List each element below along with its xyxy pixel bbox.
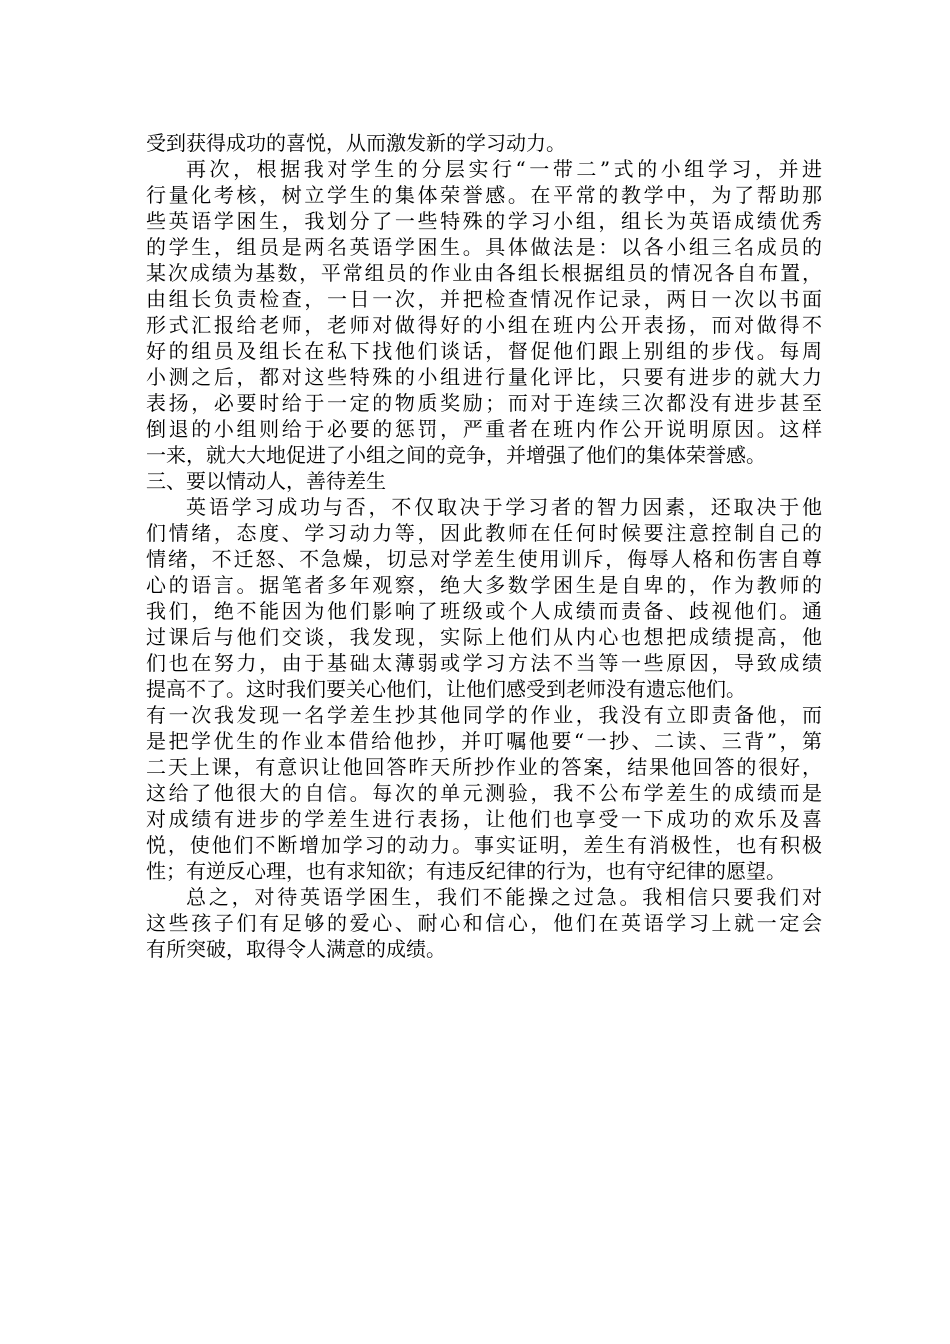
text-line: 心的语言。据笔者多年观察，绝大多数学困生是自卑的，作为教师的 (146, 573, 822, 597)
text-line: 行量化考核，树立学生的集体荣誉感。在平常的教学中，为了帮助那 (146, 183, 822, 207)
text-line: 这些孩子们有足够的爱心、耐心和信心，他们在英语学习上就一定会 (146, 911, 822, 935)
text-line: 一来，就大大地促进了小组之间的竞争，并增强了他们的集体荣誉感。 (146, 443, 766, 467)
text-line: 们情绪，态度、学习动力等，因此教师在任何时候要注意控制自己的 (146, 521, 822, 545)
text-line: 英语学习成功与否，不仅取决于学习者的智力因素，还取决于他 (186, 495, 822, 519)
text-line: 性；有逆反心理，也有求知欲；有违反纪律的行为，也有守纪律的愿望。 (146, 859, 786, 883)
text-line: 形式汇报给老师，老师对做得好的小组在班内公开表扬，而对做得不 (146, 313, 822, 337)
text-line: 提高不了。这时我们要关心他们，让他们感受到老师没有遗忘他们。 (146, 677, 746, 701)
text-line: 我们，绝不能因为他们影响了班级或个人成绩而责备、歧视他们。通 (146, 599, 822, 623)
text-line: 些英语学困生，我划分了一些特殊的学习小组，组长为英语成绩优秀 (146, 209, 822, 233)
text-line: 某次成绩为基数，平常组员的作业由各组长根据组员的情况各自布置， (146, 261, 822, 285)
text-line: 这给了他很大的自信。每次的单元测验，我不公布学差生的成绩而是 (146, 781, 822, 805)
text-line: 由组长负责检查，一日一次，并把检查情况作记录，两日一次以书面 (146, 287, 822, 311)
text-line: 总之，对待英语学困生，我们不能操之过急。我相信只要我们对 (186, 885, 822, 909)
document-body (146, 130, 822, 962)
text-line: 有所突破，取得令人满意的成绩。 (146, 937, 446, 961)
text-line: 情绪，不迁怒、不急燥，切忌对学差生使用训斥，侮辱人格和伤害自尊 (146, 547, 822, 571)
text-line: 表扬，必要时给于一定的物质奖励；而对于连续三次都没有进步甚至 (146, 391, 822, 415)
text-line: 过课后与他们交谈，我发现，实际上他们从内心也想把成绩提高，他 (146, 625, 822, 649)
text-line: 的学生，组员是两名英语学困生。具体做法是：以各小组三名成员的 (146, 235, 822, 259)
text-line: 是把学优生的作业本借给他抄，并叮嘱他要“一抄、二读、三背”，第 (146, 729, 822, 753)
text-line: 再次，根据我对学生的分层实行“一带二”式的小组学习，并进 (186, 157, 822, 181)
text-line: 好的组员及组长在私下找他们谈话，督促他们跟上别组的步伐。每周 (146, 339, 822, 363)
text-line: 受到获得成功的喜悦，从而激发新的学习动力。 (146, 131, 566, 155)
text-line: 三、要以情动人，善待差生 (146, 469, 386, 493)
text-line: 对成绩有进步的学差生进行表扬，让他们也享受一下成功的欢乐及喜 (146, 807, 822, 831)
text-line: 小测之后，都对这些特殊的小组进行量化评比，只要有进步的就大力 (146, 365, 822, 389)
text-line: 二天上课，有意识让他回答昨天所抄作业的答案，结果他回答的很好， (146, 755, 822, 779)
text-line: 们也在努力，由于基础太薄弱或学习方法不当等一些原因，导致成绩 (146, 651, 822, 675)
text-line: 倒退的小组则给于必要的惩罚，严重者在班内作公开说明原因。这样 (146, 417, 822, 441)
text-line: 有一次我发现一名学差生抄其他同学的作业，我没有立即责备他，而 (146, 703, 822, 727)
text-line: 悦，使他们不断增加学习的动力。事实证明，差生有消极性，也有积极 (146, 833, 822, 857)
